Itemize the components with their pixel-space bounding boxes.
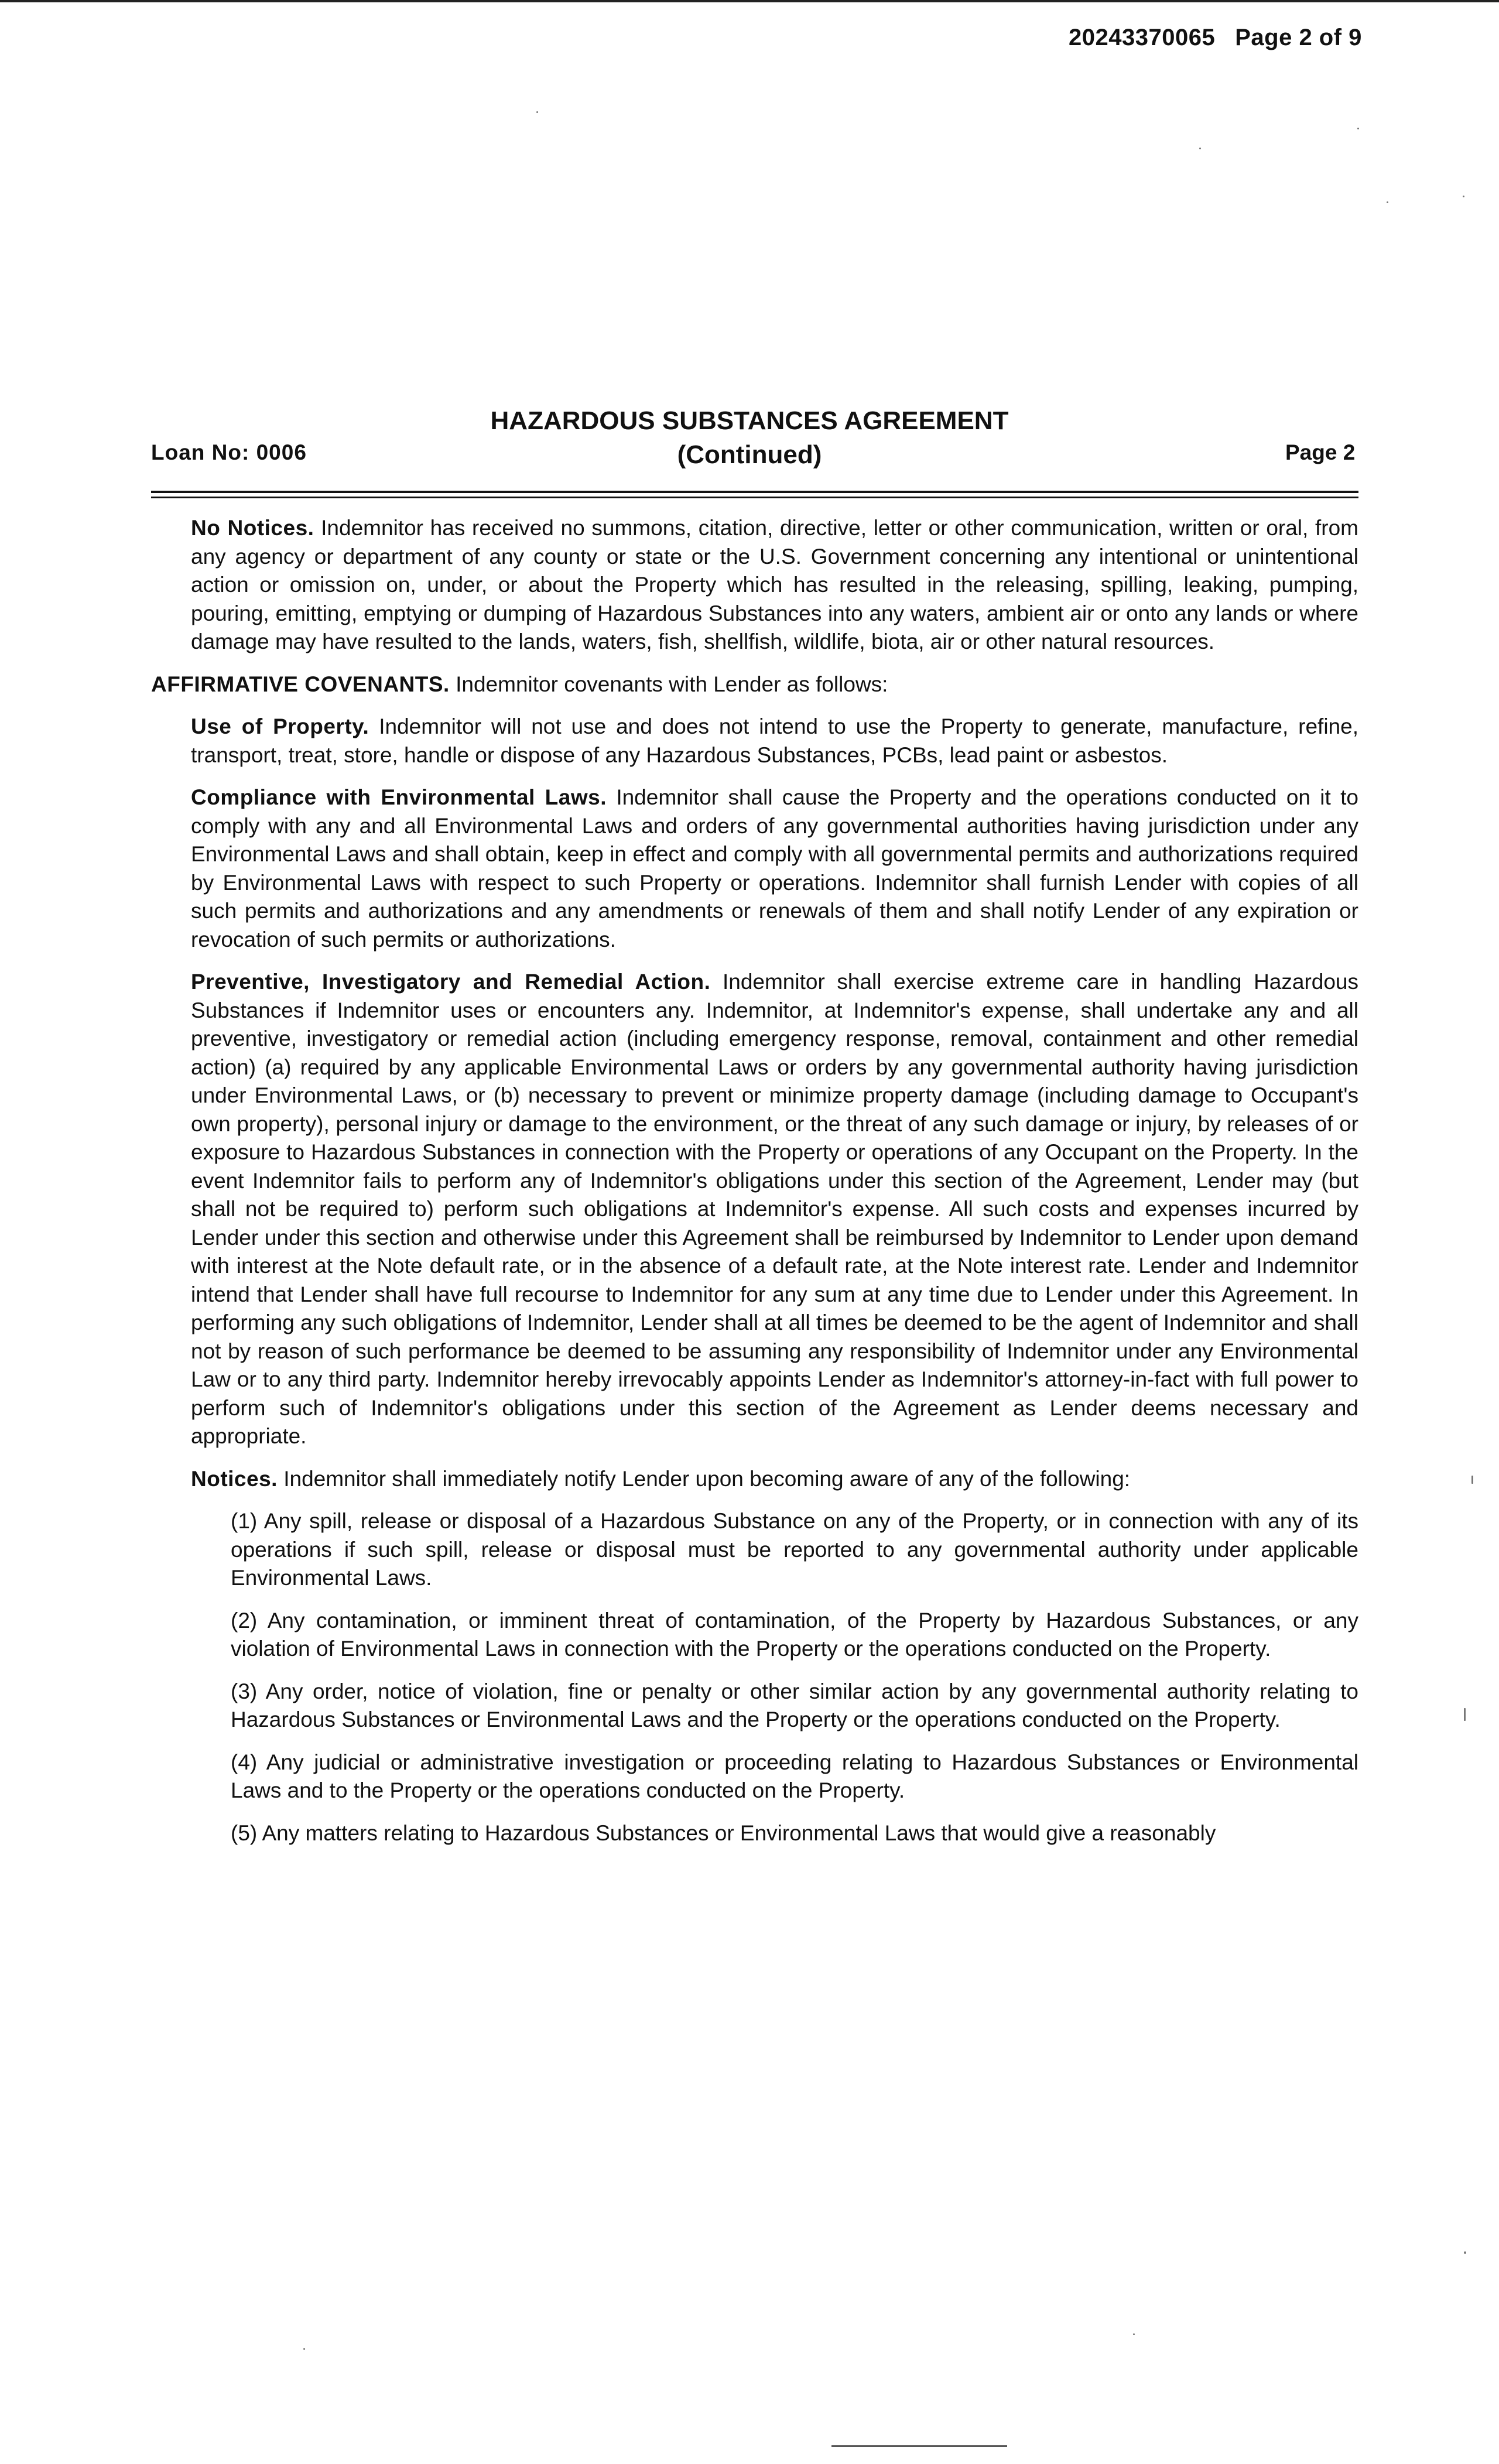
notice-item: (2) Any contamination, or imminent threat of contamination, of the Property by Hazardous Substances, or any violation of Environmental Laws in connection with the Property or the operations conducted on the Property.: [231, 1608, 1358, 1661]
subtitle-line: (Continued): [677, 440, 822, 469]
compliance-section: [151, 783, 1358, 954]
header-rule-top: [151, 491, 1358, 493]
scan-speck: [1133, 2333, 1135, 2335]
preventive-heading: Preventive, Investigatory and Remedial Action.: [191, 970, 711, 994]
scan-speck: [1387, 201, 1388, 203]
document-body: [151, 514, 1358, 1861]
scan-speck: [1471, 1476, 1473, 1484]
notice-item: (4) Any judicial or administrative investigation or proceeding relating to Hazardous Substances or Environmental Laws and to the Property or the operations conducted on the Property.: [231, 1750, 1358, 1802]
compliance-heading: Compliance with Environmental Laws.: [191, 785, 607, 809]
notice-item: (5) Any matters relating to Hazardous Substances or Environmental Laws that would give a reasonably: [231, 1820, 1216, 1845]
bottom-scan-edge: [831, 2445, 1007, 2447]
scan-speck: [1357, 128, 1359, 129]
notices-heading: Notices.: [191, 1466, 278, 1491]
no-notices-section: [151, 514, 1358, 656]
page-of-count: Page 2 of 9: [1235, 25, 1362, 50]
scan-speck: [536, 111, 538, 113]
notice-item: (3) Any order, notice of violation, fine or penalty or other similar action by any governmental authority relating to Hazardous Substances or Environmental Laws and the Property or the operations conducted on the Property.: [231, 1679, 1358, 1731]
notices-section: [151, 1465, 1358, 1494]
use-of-property-section: [151, 713, 1358, 769]
preventive-text: Indemnitor shall exercise extreme care in handling Hazardous Substances if Indemnitor uses or encounters any. Indemnitor, at Indemnitor's expense, shall undertake any and all preventive, investigatory or remedial action (including emergency response, removal, containment and other remedial action) (a) required by any applicable Environmental Laws or orders by any governmental authority having jurisdiction under Environmental Laws, or (b) necessary to prevent or minimize property damage (including damage to Occupant's own property), personal injury or damage to the environment, or the threat of any such damage or injury, by releases of or exposure to Hazardous Substances in connection with the Property or operations of any Occupant on the Property. In the event Indemnitor fails to perform any of Indemnitor's obligations under this section of the Agreement, Lender may (but shall not be required to) perform such obligations at Indemnitor's expense. All such costs and expenses incurred by Lender under this section and otherwise under this Agreement shall be reimbursed by Indemnitor to Lender upon demand with interest at the Note default rate, or in the absence of a default rate, at the Note interest rate. Lender and Indemnitor intend that Lender shall have full recourse to Indemnitor for any sum at any time due to Lender under this Agreement. In performing any such obligations of Indemnitor, Lender shall at all times be deemed to be the agent of Indemnitor and shall not by reason of such performance be deemed to be assuming any responsibility of Indemnitor under any Environmental Law or to any third party. Indemnitor hereby irrevocably appoints Lender as Indemnitor's attorney-in-fact with full power to perform such of Indemnitor's obligations under this section of the Agreement as Lender deems necessary and appropriate.: [191, 970, 1358, 1448]
top-scan-edge: [0, 0, 1499, 2]
scan-speck: [1463, 196, 1464, 197]
document-number: 20243370065: [1069, 25, 1216, 50]
preventive-section: [151, 968, 1358, 1451]
use-of-property-heading: Use of Property.: [191, 714, 369, 738]
page-number: Page 2: [1285, 440, 1356, 464]
compliance-text: Indemnitor shall cause the Property and the operations conducted on it to comply with any and all Environmental Laws and orders of any governmental authorities having jurisdiction under any Environmental Laws and shall obtain, keep in effect and comply with all governmental permits and authorizations required by Environmental Laws with respect to such Property or operations. Indemnitor shall furnish Lender with copies of all such permits and authorizations and any amendments or renewals of them and shall notify Lender of any expiration or revocation of such permits or authorizations.: [191, 785, 1358, 952]
title-line: HAZARDOUS SUBSTANCES AGREEMENT: [490, 406, 1009, 435]
affirmative-covenants-section: [151, 670, 1358, 699]
affirmative-heading: AFFIRMATIVE COVENANTS.: [151, 672, 450, 696]
loan-number: Loan No: 0006: [151, 440, 307, 464]
no-notices-text: Indemnitor has received no summons, citation, directive, letter or other communication, written or oral, from any agency or department of any county or state or the U.S. Government concerning any intentional or unintentional action or omission on, under, or about the Property which has resulted in the releasing, spilling, leaking, pumping, pouring, emitting, emptying or dumping of Hazardous Substances into any waters, ambient air or onto any lands or where damage may have resulted to the lands, waters, fish, shellfish, wildlife, biota, air or other natural resources.: [191, 516, 1359, 653]
notice-item: (1) Any spill, release or disposal of a Hazardous Substance on any of the Property, or in connection with any of its operations if such spill, release or disposal must be reported to any governmental authority under applicable Environmental Laws.: [231, 1509, 1358, 1590]
scan-speck: [1464, 1708, 1466, 1721]
header-rule-bottom: [151, 497, 1358, 498]
scan-speck: [1199, 148, 1201, 149]
no-notices-heading: No Notices.: [191, 516, 314, 540]
use-of-property-text: Indemnitor will not use and does not intend to use the Property to generate, manufacture, refine, transport, treat, store, handle or dispose of any Hazardous Substances, PCBs, lead paint or asbestos.: [191, 714, 1358, 767]
affirmative-text: Indemnitor covenants with Lender as follows:: [456, 672, 888, 696]
notices-text: Indemnitor shall immediately notify Lender upon becoming aware of any of the following:: [283, 1466, 1131, 1491]
scan-speck: [1464, 2251, 1466, 2254]
scan-speck: [303, 2348, 305, 2350]
recording-page-id: [1069, 25, 1362, 51]
